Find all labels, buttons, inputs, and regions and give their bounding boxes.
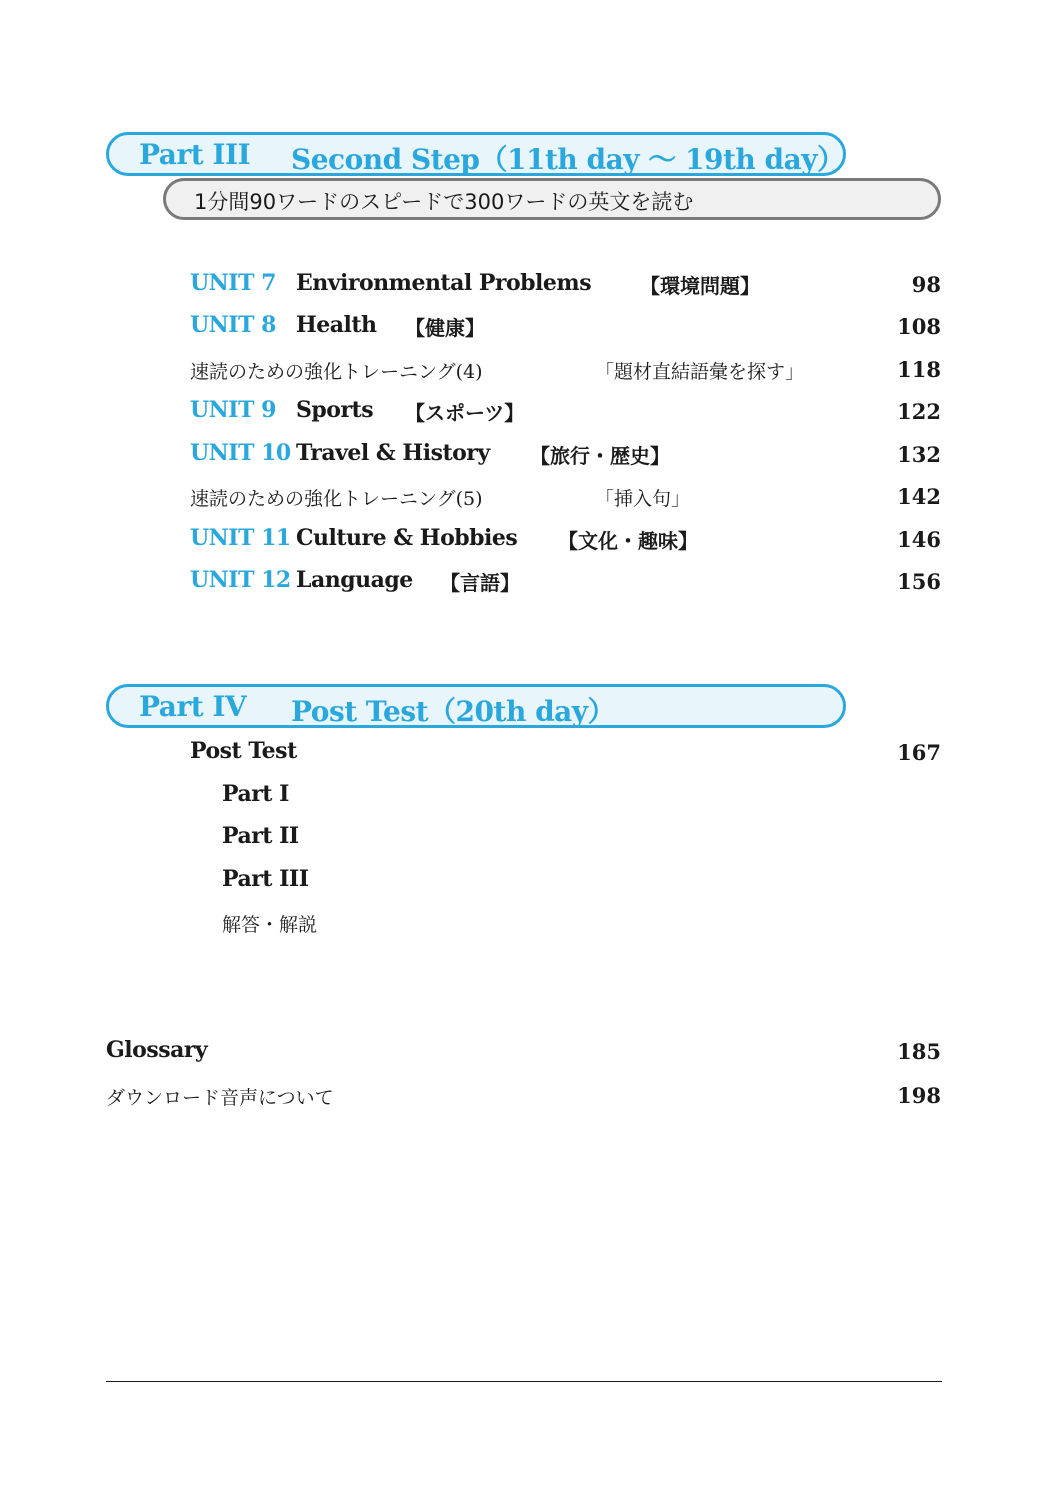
unit-jp-title: 【文化・趣味】 [558,529,698,553]
unit-number: UNIT 12 [190,567,291,593]
toc-row-post-part-3[interactable]: Part III [222,866,309,892]
unit-number: UNIT 11 [190,525,291,551]
unit-title: Travel & History [296,440,490,466]
toc-row-post-part-2[interactable]: Part II [222,823,299,849]
training-topic: 「挿入句」 [595,488,691,510]
unit-number: UNIT 10 [190,440,291,466]
unit-title: Language [296,567,413,593]
part-3-subtitle: 1分間90ワードのスピードで300ワードの英文を読む [194,190,694,214]
toc-row-download-audio[interactable] [106,1081,941,1115]
toc-row-training-4[interactable] [190,355,941,389]
page-number: 142 [897,484,941,509]
page-number: 146 [897,527,941,552]
unit-title: Environmental Problems [296,270,592,296]
toc-row-unit-9[interactable] [190,397,941,431]
toc-row-unit-11[interactable] [190,525,941,559]
toc-row-answers[interactable]: 解答・解説 [222,914,318,936]
unit-number: UNIT 8 [190,312,276,338]
toc-row-unit-10[interactable] [190,440,941,474]
toc-row-training-5[interactable] [190,482,941,516]
page-number: 122 [897,399,941,424]
unit-jp-title: 【言語】 [440,571,520,595]
unit-jp-title: 【旅行・歴史】 [530,444,670,468]
toc-row-unit-7[interactable] [190,270,941,304]
toc-row-post-part-1[interactable]: Part I [222,781,289,807]
page-number: 108 [897,314,941,339]
part-3-subtitle-banner [163,178,941,220]
page-number: 132 [897,442,941,467]
part-3-label: Part III [139,138,251,171]
toc-row-post-test[interactable] [190,738,941,772]
download-audio-title: ダウンロード音声について [106,1087,334,1109]
unit-jp-title: 【スポーツ】 [405,401,525,425]
part-4-title: Post Test（20th day） [291,695,616,728]
toc-row-unit-8[interactable] [190,312,941,346]
part-4-banner [106,684,846,728]
footer-rule [106,1381,942,1382]
training-label: 速読のための強化トレーニング(4) [190,361,483,383]
training-topic: 「題材直結語彙を探す」 [595,361,805,383]
part-3-title: Second Step（11th day ～ 19th day） [291,143,845,176]
post-test-title: Post Test [190,738,297,764]
toc-row-glossary[interactable] [106,1037,941,1071]
unit-title: Health [296,312,377,338]
toc-row-unit-12[interactable] [190,567,941,601]
page-number: 198 [897,1083,941,1108]
page-number: 118 [897,357,941,382]
glossary-title: Glossary [106,1037,208,1063]
unit-jp-title: 【環境問題】 [640,274,760,298]
page-number: 156 [897,569,941,594]
part-3-banner [106,132,846,176]
unit-number: UNIT 9 [190,397,276,423]
page-number: 98 [911,272,941,297]
unit-title: Sports [296,397,374,423]
page-number: 185 [897,1039,941,1064]
page-number: 167 [897,740,941,765]
unit-jp-title: 【健康】 [405,316,485,340]
unit-number: UNIT 7 [190,270,276,296]
unit-title: Culture & Hobbies [296,525,518,551]
part-4-label: Part IV [139,690,247,723]
training-label: 速読のための強化トレーニング(5) [190,488,483,510]
